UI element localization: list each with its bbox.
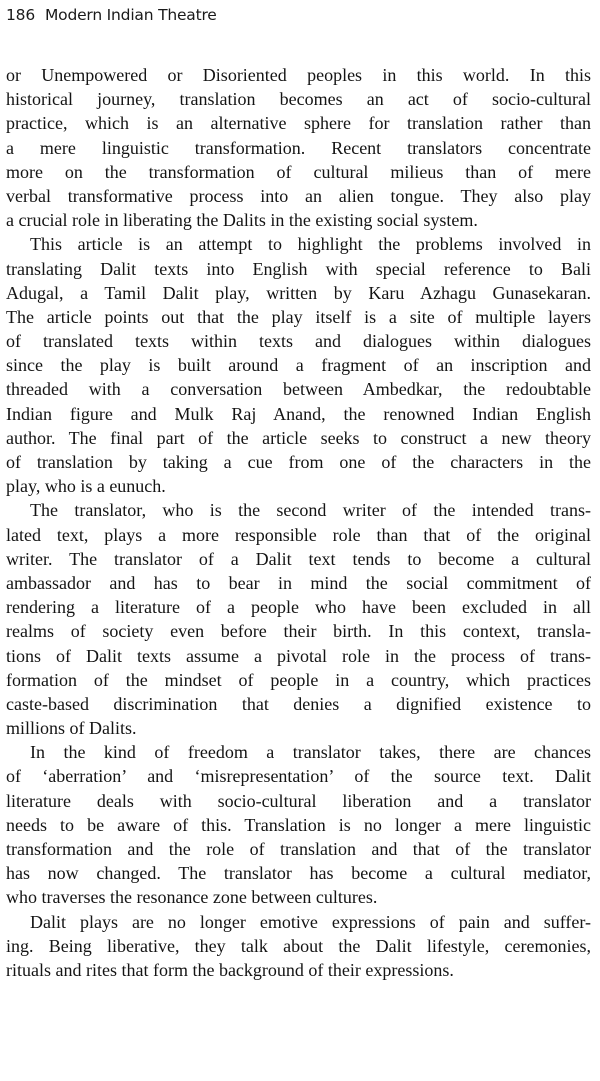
text-line: rituals and rites that form the background of their expressions. (6, 959, 454, 980)
text-line: author. The final part of the article seeks to construct a new theory (6, 427, 591, 448)
text-line: rendering a literature of a people who have been excluded in all (6, 597, 591, 618)
text-line: This article is an attempt to highlight the problems involved in (30, 234, 591, 255)
text-line: lated text, plays a more responsible role than that of the original (6, 524, 591, 545)
text-line: has now changed. The translator has become a cultural mediator, (6, 863, 591, 884)
text-line: of translated texts within texts and dialogues within dialogues (6, 331, 591, 352)
text-line: verbal transformative process into an alien tongue. They also play (6, 185, 591, 206)
text-line: ing. Being liberative, they talk about the Dalit lifestyle, ceremonies, (6, 935, 591, 956)
text-line: threaded with a conversation between Ambedkar, the redoubtable (6, 379, 591, 400)
book-title: Modern Indian Theatre (45, 6, 217, 24)
text-line: play, who is a eunuch. (6, 476, 166, 497)
text-line: ambassador and has to bear in mind the social commitment of (6, 572, 591, 593)
text-line: Dalit plays are no longer emotive expressions of pain and suffer- (30, 911, 591, 932)
text-line: tions of Dalit texts assume a pivotal role in the process of trans- (6, 645, 591, 666)
text-line: Adugal, a Tamil Dalit play, written by Karu Azhagu Gunasekaran. (6, 282, 591, 303)
text-line: or Unempowered or Disoriented peoples in this world. In this (6, 65, 591, 85)
text-line: since the play is built around a fragment of an inscription and (6, 355, 591, 376)
text-line: The translator, who is the second writer of the intended trans- (30, 500, 591, 521)
text-line: historical journey, translation becomes an act of socio-cultural (6, 89, 591, 110)
running-head (6, 2, 591, 28)
page-number: 186 (6, 6, 35, 24)
body-text (6, 63, 591, 982)
text-line: a crucial role in liberating the Dalits in the existing social system. (6, 210, 478, 231)
text-line: literature deals with socio-cultural liberation and a translator (6, 790, 591, 811)
text-line: millions of Dalits. (6, 718, 137, 739)
paragraph (6, 740, 591, 909)
paragraph (6, 498, 591, 740)
text-line: who traverses the resonance zone between cultures. (6, 887, 378, 908)
paragraph (6, 232, 591, 498)
text-line: transformation and the role of translation and that of the translator (6, 839, 591, 859)
text-line: caste-based discrimination that denies a dignified existence to (6, 693, 591, 714)
text-line: The article points out that the play itself is a site of multiple layers (6, 306, 591, 327)
text-line: a mere linguistic transformation. Recent translators concentrate (6, 137, 591, 158)
text-line: of ‘aberration’ and ‘misrepresentation’ of the source text. Dalit (6, 766, 591, 787)
text-line: writer. The translator of a Dalit text tends to become a cultural (6, 548, 591, 569)
text-line: practice, which is an alternative sphere for translation rather than (6, 113, 591, 134)
text-line: realms of society even before their birth. In this context, transla- (6, 621, 591, 642)
text-line: translating Dalit texts into English with special reference to Bali (6, 258, 591, 279)
text-line: formation of the mindset of people in a country, which practices (6, 669, 591, 690)
text-line: more on the transformation of cultural milieus than of mere (6, 161, 591, 182)
text-line: In the kind of freedom a translator takes, there are chances (30, 742, 591, 763)
text-line: of translation by taking a cue from one of the characters in the (6, 452, 591, 472)
text-line: needs to be aware of this. Translation is no longer a mere linguistic (6, 814, 591, 835)
text-line: Indian figure and Mulk Raj Anand, the renowned Indian English (6, 403, 591, 424)
paragraph (6, 910, 591, 983)
paragraph (6, 63, 591, 232)
